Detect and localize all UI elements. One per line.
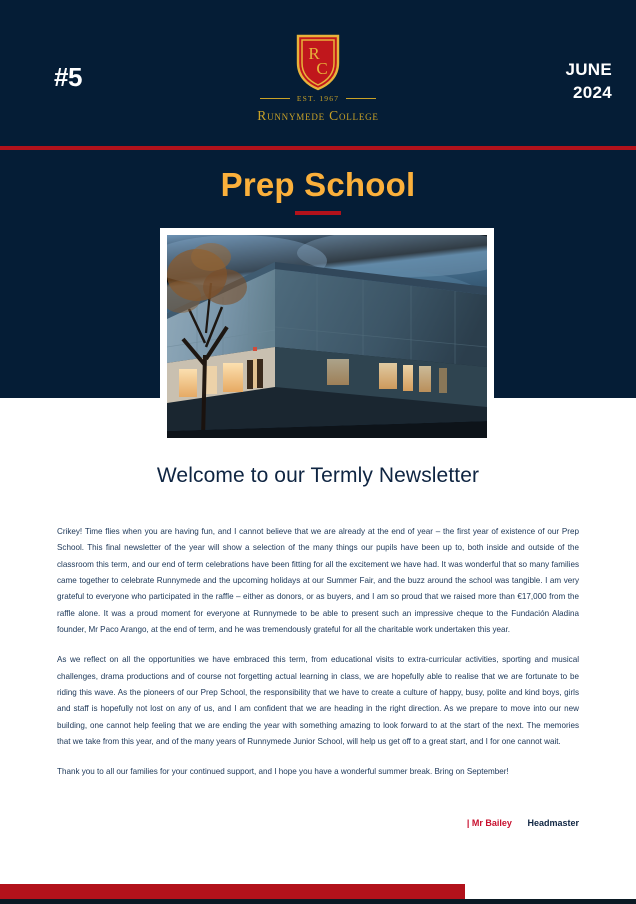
header-red-divider: [0, 146, 636, 150]
title-underline: [295, 211, 341, 215]
page-title: Prep School: [220, 166, 416, 203]
logo-established-row: [0, 94, 636, 103]
logo-rule-left: [260, 98, 290, 99]
crest-shield-icon: [295, 33, 341, 91]
logo-rule-right: [346, 98, 376, 99]
issue-month: JUNE: [565, 60, 612, 79]
signature-name: | Mr Bailey: [466, 818, 512, 828]
logo-established-text: EST. 1967: [296, 94, 340, 103]
hero-photo-frame: [160, 228, 494, 445]
issue-number: #5: [54, 62, 82, 92]
crest-monogram-c: C: [316, 59, 328, 78]
school-building-photo: [167, 235, 487, 438]
signature: [57, 818, 579, 828]
newsletter-header: [0, 0, 636, 145]
school-logo: [0, 33, 636, 124]
welcome-heading: Welcome to our Termly Newsletter: [156, 464, 480, 487]
crest-monogram-r: R: [308, 44, 320, 63]
footer-edge: [0, 899, 636, 904]
body-paragraph-2: As we reflect on all the opportunities we have embraced this term, from educational visits to extra-curricular activities, sporting and musical challenges, drama productions and of course not forgetting actual learning in class, we are hopefully able to realise that we are fortunate to be riding this wave. As the pioneers of our Prep School, the responsibility that we have to create a culture of happy, busy, polite and kind boys, girls and staff is hopefully not lost on any of us, and I am confident that we are heading in the right direction. As we prepare to move into our new building, one cannot help feeling that we are ending the year with something amazing to look forward to at the start of the next. The memories that we take from this year, and of the many years of Runnymede Junior School, will help us get off to a great start, and I for one cannot wait.: [57, 655, 579, 747]
school-building-illustration: [167, 235, 487, 438]
logo-wordmark: Runnymede College: [257, 108, 379, 123]
issue-year: 2024: [572, 82, 612, 102]
body-paragraph-1: Crikey! Time flies when you are having fun, and I cannot believe that we are already at the end of year – the first year of existence of our Prep School. This final newsletter of the year will show a selection of the many things our pupils have been up to, both inside and outside of the classroom this term, and our end of term celebrations have been fitting for all the excitement we have had. It was wonderful that so many families came together to celebrate Runnymede and the upcoming holidays at our Summer Fair, and the buzz around the school was tangible. I am very grateful to everyone who participated in the raffle – either as donors, or as buyers, and I am so proud that we raised more than €17,000 from the raffle alone. It was a proud moment for everyone at Runnymede to be able to present such an impressive cheque to the Fundación Aladina founder, Mr Paco Arango, at the end of term, and he was tremendously grateful for all the charitable work undertaken this year.: [57, 527, 579, 635]
signature-role: Headmaster: [527, 818, 579, 828]
body-paragraph-3: Thank you to all our families for your continued support, and I hope you have a wonderful summer break. Bring on September!: [57, 767, 509, 777]
newsletter-body: [57, 524, 579, 785]
footer-red-bar: [0, 884, 465, 899]
